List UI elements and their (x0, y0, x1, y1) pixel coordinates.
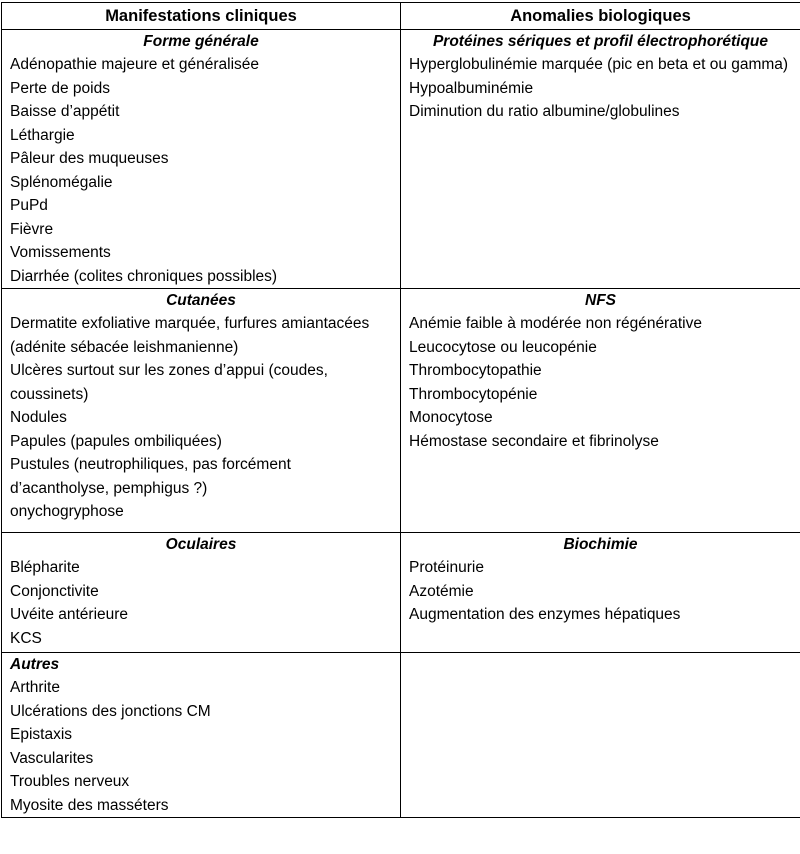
section-title: NFS (585, 292, 616, 309)
cell-biological-empty (401, 653, 800, 818)
section-title: Biochimie (563, 536, 638, 553)
list-item: onychogryphose (10, 503, 124, 520)
list-item: Diarrhée (colites chroniques possibles) (10, 267, 278, 285)
list-item: Augmentation des enzymes hépatiques (409, 606, 681, 623)
list-item: Thrombocytopathie (409, 362, 542, 379)
table-row (2, 653, 800, 818)
list-item: Adénopathie majeure et généralisée (10, 56, 260, 73)
list-item: Papules (papules ombiliquées) (10, 432, 222, 450)
list-item: Uvéite antérieure (10, 606, 129, 623)
section-title: Forme générale (143, 33, 259, 50)
section-title: Autres (10, 656, 60, 673)
header-row (2, 3, 800, 30)
list-item: Fièvre (10, 220, 54, 238)
list-item: Nodules (10, 409, 67, 426)
cell-clinical (2, 533, 401, 653)
list-item: Azotémie (409, 582, 474, 600)
item-list (10, 312, 392, 524)
list-item: Monocytose (409, 409, 493, 426)
list-item: Epistaxis (10, 726, 73, 743)
clinical-biological-table (1, 2, 800, 818)
item-list (10, 556, 392, 650)
table-row (2, 533, 800, 653)
cell-biological (401, 533, 800, 653)
list-item: Leucocytose ou leucopénie (409, 338, 597, 356)
list-item: Conjonctivite (10, 582, 99, 600)
cell-biological (401, 30, 800, 289)
table-row (2, 30, 800, 289)
list-item: Vascularites (10, 749, 94, 767)
list-item: Perte de poids (10, 79, 110, 97)
item-list (10, 53, 392, 288)
cell-clinical (2, 653, 401, 818)
list-item: Dermatite exfoliative marquée, furfures amiantacées (adénite sébacée leishmanienne) (10, 315, 370, 356)
list-item: PuPd (10, 197, 48, 214)
list-item: Splénomégalie (10, 173, 113, 191)
cell-clinical (2, 289, 401, 533)
list-item: Anémie faible à modérée non régénérative (409, 315, 702, 332)
item-list (10, 676, 392, 817)
list-item: Protéinurie (409, 559, 484, 576)
section-title: Oculaires (165, 536, 237, 553)
cell-biological (401, 289, 800, 533)
list-item: Troubles nerveux (10, 773, 130, 790)
cell-clinical (2, 30, 401, 289)
list-item: Hypoalbuminémie (409, 79, 534, 97)
list-item: Thrombocytopénie (409, 385, 538, 403)
section-title: Cutanées (166, 292, 236, 309)
item-list (409, 312, 792, 453)
list-item: Ulcères surtout sur les zones d’appui (coudes, coussinets) (10, 362, 328, 403)
list-item: Myosite des masséters (10, 796, 169, 814)
list-item: Arthrite (10, 679, 60, 696)
section-title: Protéines sériques et profil électrophorétique (432, 33, 769, 50)
list-item: Diminution du ratio albumine/globulines (409, 103, 680, 120)
list-item: Léthargie (10, 126, 75, 144)
list-item: KCS (10, 629, 42, 647)
list-item: Pustules (neutrophiliques, pas forcément d’acantholyse, pemphigus ?) (10, 456, 291, 497)
header-clinical: Manifestations cliniques (2, 3, 401, 30)
item-list (409, 53, 792, 124)
header-biological: Anomalies biologiques (401, 3, 800, 30)
list-item: Hémostase secondaire et fibrinolyse (409, 432, 659, 450)
list-item: Blépharite (10, 559, 80, 576)
list-item: Pâleur des muqueuses (10, 150, 169, 167)
list-item: Ulcérations des jonctions CM (10, 702, 211, 720)
table-row (2, 289, 800, 533)
list-item: Vomissements (10, 244, 111, 261)
item-list (409, 556, 792, 627)
list-item: Baisse d’appétit (10, 103, 120, 120)
list-item: Hyperglobulinémie marquée (pic en beta et ou gamma) (409, 56, 789, 73)
